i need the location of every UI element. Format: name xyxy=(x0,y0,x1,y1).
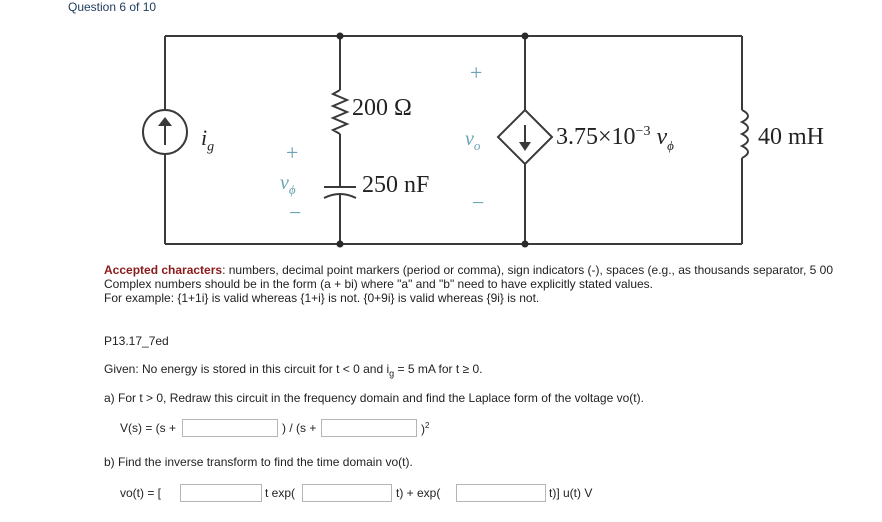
output-voltage-label: $v_o$ xyxy=(465,128,481,153)
out-minus-sign: − xyxy=(472,190,485,215)
vs-suffix: )$^2$ xyxy=(421,421,430,436)
vs-input-a[interactable] xyxy=(182,419,278,437)
vo-suffix: t)] u(t) V xyxy=(549,486,593,500)
cap-plus-sign: + xyxy=(286,140,299,165)
inductor-label: 40 mH xyxy=(758,124,824,150)
cap-voltage-label: $v_\phi$ xyxy=(280,172,296,197)
vo-prefix: vo(t) = [ xyxy=(120,486,162,500)
vo-plus-exp: t) + exp( xyxy=(396,486,441,500)
vo-input-a[interactable] xyxy=(180,484,262,502)
circuit-diagram xyxy=(125,22,845,252)
cap-minus-sign: − xyxy=(289,200,302,225)
dependent-source-label: $3.75\times 10^{-3}$ $v_\phi$ xyxy=(556,124,674,153)
vo-input-b[interactable] xyxy=(302,484,392,502)
out-plus-sign: + xyxy=(470,60,483,85)
vs-input-b[interactable] xyxy=(321,419,417,437)
vo-t-exp: t exp( xyxy=(265,486,296,500)
vo-input-c[interactable] xyxy=(456,484,546,502)
vs-middle: ) / (s + xyxy=(282,421,317,435)
complex-format-line: Complex numbers should be in the form (a + bi) where "a" and "b" need to have explicitly stated values. xyxy=(104,277,653,291)
question-counter: Question 6 of 10 xyxy=(68,0,157,14)
problem-id: P13.17_7ed xyxy=(104,334,169,348)
example-line: For example: {1+1i} is valid whereas {1+i} is not. {0+9i} is valid whereas {9i} is not. xyxy=(104,291,540,305)
accepted-characters-title: Accepted characters xyxy=(104,263,223,277)
given-statement: Given: No energy is stored in this circuit for t < 0 and $i_g = 5$ mA for t ≥ 0. xyxy=(104,362,483,379)
part-b-statement: b) Find the inverse transform to find the time domain vo(t). xyxy=(104,455,413,469)
capacitor-label: 250 nF xyxy=(362,172,430,198)
vs-prefix: V(s) = (s + xyxy=(120,421,177,435)
part-a-statement: a) For t > 0, Redraw this circuit in the frequency domain and find the Laplace form of the voltage vo(t). xyxy=(104,391,644,405)
current-source-label: $i_g$ xyxy=(201,125,215,155)
accepted-characters-line: Accepted characters: numbers, decimal point markers (period or comma), sign indicators (-), spaces (e.g., as thousands separator, 5 00 xyxy=(104,263,833,277)
resistor-label: 200 Ω xyxy=(352,95,412,121)
